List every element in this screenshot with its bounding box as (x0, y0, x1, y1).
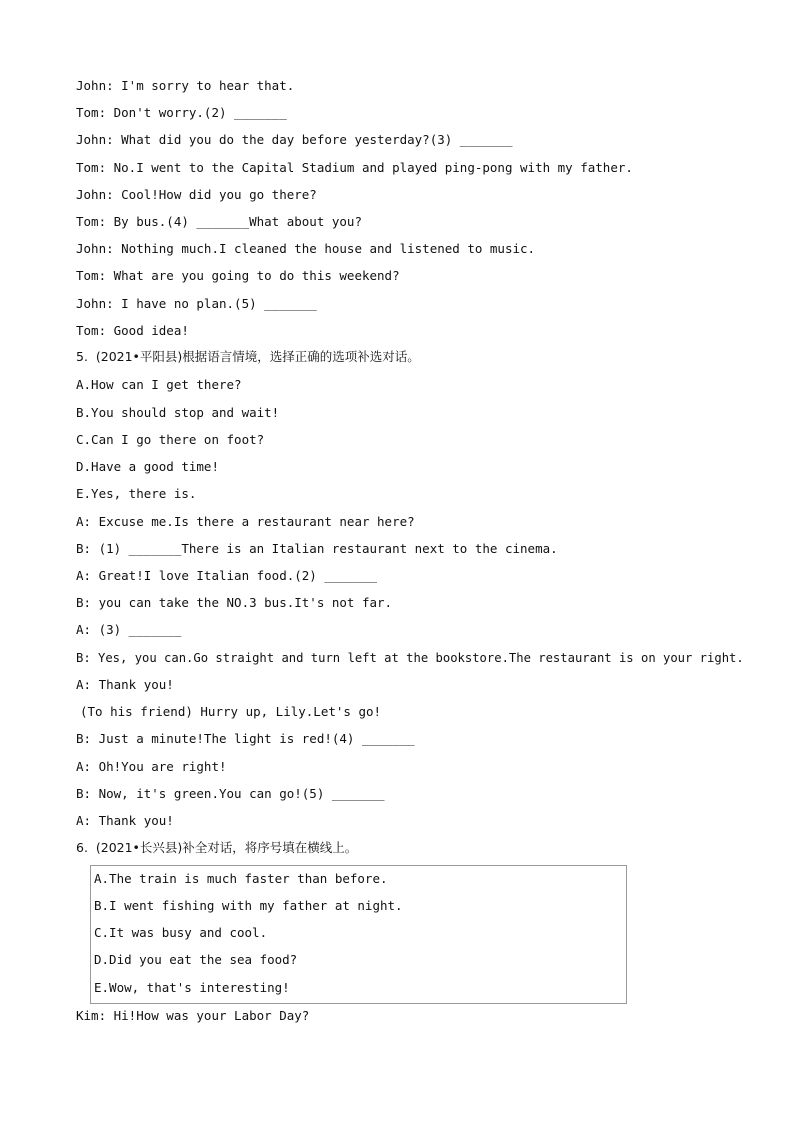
dialogue-line: Kim: Hi!How was your Labor Day? (76, 1008, 310, 1023)
option-e: E.Wow, that's interesting! (94, 980, 290, 995)
option-d: D.Have a good time! (76, 459, 219, 474)
dialogue-line: A: Thank you! (76, 813, 174, 828)
dialogue-line: B: Now, it's green.You can go!(5) _______ (76, 786, 385, 801)
dialogue-line: (To his friend) Hurry up, Lily.Let's go! (80, 704, 382, 719)
dialogue-line: John: Nothing much.I cleaned the house and listened to music. (76, 241, 536, 256)
option-a: A.How can I get there? (76, 377, 242, 392)
dialogue-line: B: Just a minute!The light is red!(4) _______ (76, 731, 415, 746)
dialogue-line: A: Thank you! (76, 677, 174, 692)
dialogue-line: B: Yes, you can.Go straight and turn left at the bookstore.The restaurant is on your right. (76, 651, 744, 665)
dialogue-line: John: Cool!How did you go there? (76, 187, 317, 202)
dialogue-line: John: I'm sorry to hear that. (76, 78, 295, 93)
option-d: D.Did you eat the sea food? (94, 952, 298, 967)
dialogue-line: B: (1) _______There is an Italian restaurant next to the cinema. (76, 541, 558, 556)
option-c: C.Can I go there on foot? (76, 432, 265, 447)
dialogue-line: Tom: No.I went to the Capital Stadium and played ping-pong with my father. (76, 160, 633, 175)
option-b: B.I went fishing with my father at night. (94, 898, 403, 913)
dialogue-line: Tom: By bus.(4) _______What about you? (76, 214, 362, 229)
dialogue-line: John: What did you do the day before yesterday?(3) _______ (76, 132, 513, 147)
option-e: E.Yes, there is. (76, 486, 197, 501)
question-5-heading: 5. (2021•平阳县)根据语言情境，选择正确的选项补选对话。 (76, 349, 420, 364)
dialogue-line: B: you can take the NO.3 bus.It's not far. (76, 595, 393, 610)
question-6-heading: 6. (2021•长兴县)补全对话，将序号填在横线上。 (76, 840, 358, 855)
dialogue-line: Tom: Good idea! (76, 323, 189, 338)
dialogue-line: John: I have no plan.(5) _______ (76, 296, 317, 311)
dialogue-line: A: Excuse me.Is there a restaurant near here? (76, 514, 415, 529)
option-b: B.You should stop and wait! (76, 405, 280, 420)
dialogue-line: A: Great!I love Italian food.(2) _______ (76, 568, 378, 583)
options-box (90, 865, 627, 1004)
dialogue-line: A: (3) _______ (76, 622, 182, 637)
option-c: C.It was busy and cool. (94, 925, 268, 940)
dialogue-line: Tom: Don't worry.(2) _______ (76, 105, 287, 120)
dialogue-line: A: Oh!You are right! (76, 759, 227, 774)
dialogue-line: Tom: What are you going to do this weekend? (76, 268, 400, 283)
option-a: A.The train is much faster than before. (94, 871, 388, 886)
